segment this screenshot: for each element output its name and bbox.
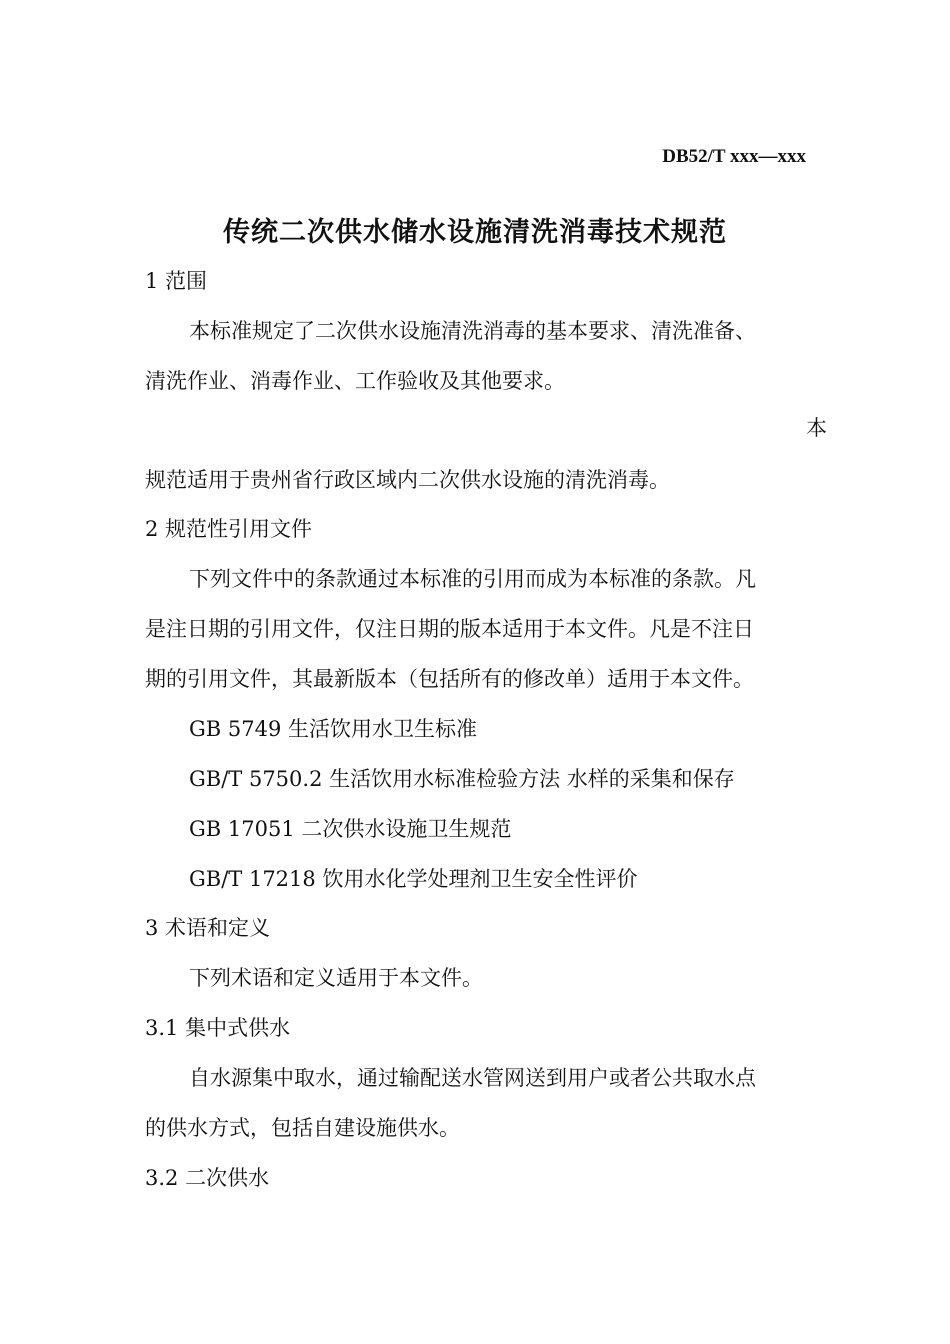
section-1-paragraph-2-line: 规范适用于贵州省行政区域内二次供水设施的清洗消毒。: [145, 468, 670, 492]
section-3-heading: 3 术语和定义: [145, 916, 271, 940]
section-1-paragraph-line-1: 本标准规定了二次供水设施清洗消毒的基本要求、清洗准备、: [189, 319, 756, 343]
section-1-paragraph-2-fragment: 本: [806, 416, 827, 440]
section-2-heading: 2 规范性引用文件: [145, 517, 313, 541]
reference-item: GB 17051 二次供水设施卫生规范: [189, 817, 512, 841]
section-3-1-heading: 3.1 集中式供水: [145, 1016, 291, 1040]
standard-code: DB52/T xxx—xxx: [662, 146, 806, 167]
section-3-1-paragraph-line-1: 自水源集中取水，通过输配送水管网送到用户或者公共取水点: [189, 1066, 756, 1090]
reference-item: GB 5749 生活饮用水卫生标准: [189, 717, 478, 741]
section-3-paragraph: 下列术语和定义适用于本文件。: [189, 966, 483, 990]
reference-item: GB/T 5750.2 生活饮用水标准检验方法 水样的采集和保存: [189, 767, 735, 791]
section-1-paragraph-line-2: 清洗作业、消毒作业、工作验收及其他要求。: [145, 369, 565, 393]
section-2-paragraph-line-3: 期的引用文件，其最新版本（包括所有的修改单）适用于本文件。: [145, 667, 754, 691]
section-3-2-heading: 3.2 二次供水: [145, 1166, 270, 1190]
reference-item: GB/T 17218 饮用水化学处理剂卫生安全性评价: [189, 867, 638, 891]
document-title: 传统二次供水储水设施清洗消毒技术规范: [223, 217, 727, 248]
section-2-paragraph-line-1: 下列文件中的条款通过本标准的引用而成为本标准的条款。凡: [189, 567, 756, 591]
section-1-heading: 1 范围: [145, 269, 208, 293]
section-2-paragraph-line-2: 是注日期的引用文件，仅注日期的版本适用于本文件。凡是不注日: [145, 617, 754, 641]
section-3-1-paragraph-line-2: 的供水方式，包括自建设施供水。: [145, 1116, 460, 1140]
